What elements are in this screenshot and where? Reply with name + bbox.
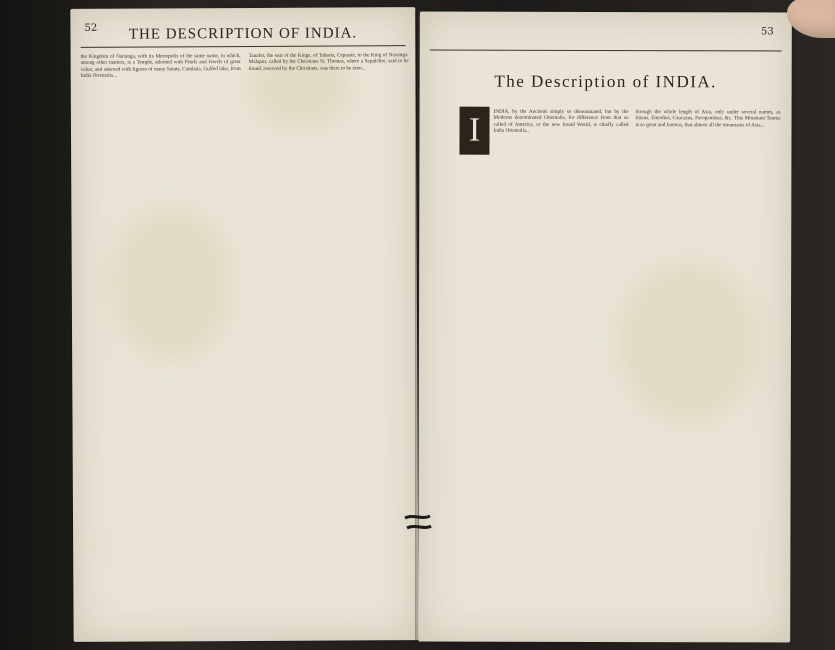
left-column-a-text: the Kingdom of Narsinga, with its Metropolis of the same name, in which, among other matters, is a Temple, adorned with Pearls and Jewels of great value; and adorned with figures of many Saints, Cambaia, Gulfed lake, from India Orientalis... (80, 53, 241, 79)
right-header-rule (430, 50, 782, 52)
page-tear (395, 512, 439, 536)
left-running-head: THE DESCRIPTION OF INDIA. (128, 25, 358, 43)
left-column-a (81, 53, 244, 629)
right-column-a (492, 109, 628, 629)
left-column-b-text: Tanafer, the seat of the Kings, of Tabarta, Cepasite, to the King of Narsinga. Malapur, called by the Christians St. Thomas, where a Sepulchre, said to be found, reserved by the Christians, was there to be seen... (248, 52, 409, 72)
left-page-number: 52 (84, 22, 98, 34)
left-page (70, 7, 418, 642)
right-title-text: The Description of INDIA. (494, 71, 717, 92)
right-page-number: 53 (761, 26, 774, 38)
drop-cap: I (459, 107, 489, 155)
left-column-b (249, 52, 412, 628)
right-column-b-text: through the whole length of Asia, only under several names, as Imaus, Emodius, Caucasus, Paropamisus, &c. This Mountain Taurus is so great and famous, that almost all the mountains of Asia... (635, 109, 781, 129)
left-header-rule (81, 45, 406, 48)
right-page (418, 12, 792, 643)
right-column-a-text: INDIA, by the Ancients simply so denominated, but by the Moderns denominated Orientalis, for difference from that so called of America, or the new found World, is chiefly called India Orientalis... (493, 108, 629, 134)
right-column-b (634, 109, 780, 629)
right-main-title (420, 72, 792, 93)
